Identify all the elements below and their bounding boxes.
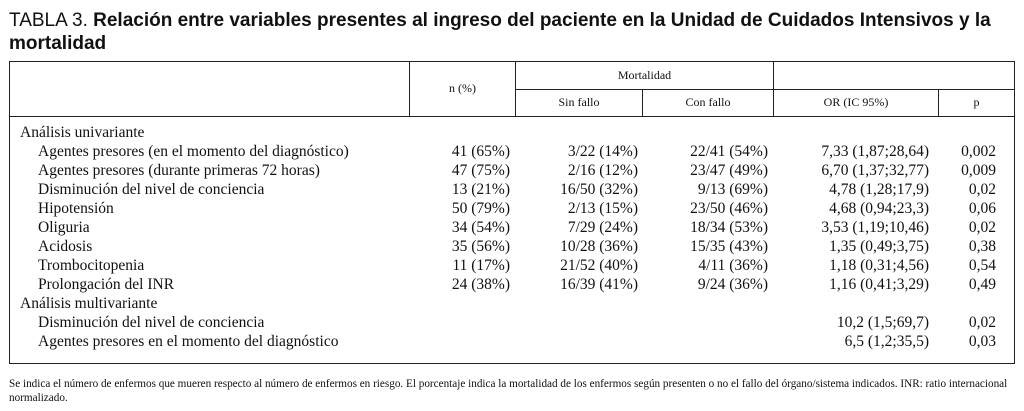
cell-p-value: 0,54: [968, 257, 996, 274]
row-label: Agentes presores en el momento del diagnóstico: [38, 333, 339, 350]
cell-con-fallo: 9/13 (69%): [697, 181, 768, 198]
data-table: [9, 61, 1015, 364]
cell-n-pct: 24 (38%): [451, 276, 510, 293]
header-con-fallo: Con fallo: [685, 95, 731, 109]
table-row: [10, 180, 1014, 199]
cell-or-ic: 1,35 (0,49;3,75): [829, 238, 929, 255]
cell-n-pct: 11 (17%): [452, 257, 510, 274]
cell-sin-fallo: 16/39 (41%): [560, 276, 638, 293]
cell-con-fallo: 23/47 (49%): [690, 162, 768, 179]
cell-sin-fallo: 7/29 (24%): [567, 219, 638, 236]
table-row: [10, 275, 1014, 294]
cell-p-value: 0,03: [968, 333, 996, 350]
header-or-ic: OR (IC 95%): [823, 95, 889, 109]
cell-or-ic: 3,53 (1,19;10,46): [821, 219, 929, 236]
header-p: p: [973, 95, 980, 109]
table-row: [10, 142, 1014, 161]
cell-or-ic: 1,18 (0,31;4,56): [829, 257, 929, 274]
section-label: Análisis multivariante: [20, 295, 158, 312]
cell-con-fallo: 4/11 (36%): [698, 257, 768, 274]
cell-sin-fallo: 3/22 (14%): [567, 143, 638, 160]
row-label: Acidosis: [38, 238, 93, 255]
row-label: Agentes presores (durante primeras 72 horas): [38, 162, 320, 179]
cell-or-ic: 4,68 (0,94;23,3): [829, 200, 929, 217]
table-row: [10, 237, 1014, 256]
table-row: [10, 313, 1014, 332]
header-mortalidad: Mortalidad: [617, 68, 672, 82]
cell-n-pct: 41 (65%): [451, 143, 510, 160]
cell-n-pct: 34 (54%): [451, 219, 510, 236]
header-sin-fallo: Sin fallo: [558, 95, 600, 109]
cell-p-value: 0,002: [961, 143, 996, 160]
cell-or-ic: 7,33 (1,87;28,64): [821, 143, 929, 160]
row-label: Trombocitopenia: [38, 257, 145, 274]
cell-p-value: 0,02: [968, 314, 996, 331]
cell-con-fallo: 15/35 (43%): [690, 238, 768, 255]
cell-or-ic: 6,5 (1,2;35,5): [844, 333, 929, 350]
cell-p-value: 0,02: [968, 181, 996, 198]
cell-n-pct: 13 (21%): [451, 181, 510, 198]
table-caption: Relación entre variables presentes al ingreso del paciente en la Unidad de Cuidados Intensivos y la mortalidad: [9, 10, 991, 54]
row-label: Prolongación del INR: [38, 276, 175, 293]
row-label: Disminución del nivel de conciencia: [38, 314, 265, 331]
cell-sin-fallo: 2/13 (15%): [567, 200, 638, 217]
cell-or-ic: 1,16 (0,41;3,29): [829, 276, 929, 293]
cell-or-ic: 6,70 (1,37;32,77): [821, 162, 929, 179]
table-row: [10, 199, 1014, 218]
cell-sin-fallo: 2/16 (12%): [567, 162, 638, 179]
mortalidad-rule: [515, 89, 1014, 90]
cell-p-value: 0,02: [968, 219, 996, 236]
cell-con-fallo: 22/41 (54%): [690, 143, 768, 160]
table-footnote: Se indica el número de enfermos que mueren respecto al número de enfermos en riesgo. El porcentaje indica la mortalidad de los enfermos según presenten o no el fallo del órgano/sistema indicados. INR: ratio internacional normalizado.: [9, 378, 1008, 404]
cell-sin-fallo: 16/50 (32%): [560, 181, 638, 198]
cell-sin-fallo: 21/52 (40%): [560, 257, 638, 274]
cell-or-ic: 4,78 (1,28;17,9): [829, 181, 929, 198]
table-row: [10, 161, 1014, 180]
row-label: Hipotensión: [38, 200, 114, 217]
row-label: Agentes presores (en el momento del diagnóstico): [38, 143, 349, 160]
cell-p-value: 0,38: [968, 238, 996, 255]
table-title: [9, 9, 1009, 55]
table-row: [10, 332, 1014, 351]
cell-n-pct: 47 (75%): [451, 162, 510, 179]
table-number: TABLA 3.: [9, 10, 88, 31]
table-row: [10, 256, 1014, 275]
row-label: Disminución del nivel de conciencia: [38, 181, 265, 198]
cell-con-fallo: 23/50 (46%): [690, 200, 768, 217]
cell-sin-fallo: 10/28 (36%): [560, 238, 638, 255]
header-n-pct: n (%): [449, 81, 476, 95]
cell-p-value: 0,49: [968, 276, 996, 293]
cell-n-pct: 50 (79%): [451, 200, 510, 217]
cell-con-fallo: 9/24 (36%): [697, 276, 768, 293]
cell-con-fallo: 18/34 (53%): [690, 219, 768, 236]
cell-n-pct: 35 (56%): [451, 238, 510, 255]
header-bottom-rule: [10, 116, 1014, 117]
row-label: Oliguria: [38, 219, 90, 236]
table-row: [10, 218, 1014, 237]
cell-p-value: 0,009: [961, 162, 996, 179]
cell-or-ic: 10,2 (1,5;69,7): [836, 314, 929, 331]
section-label: Análisis univariante: [20, 124, 145, 141]
cell-p-value: 0,06: [968, 200, 996, 217]
